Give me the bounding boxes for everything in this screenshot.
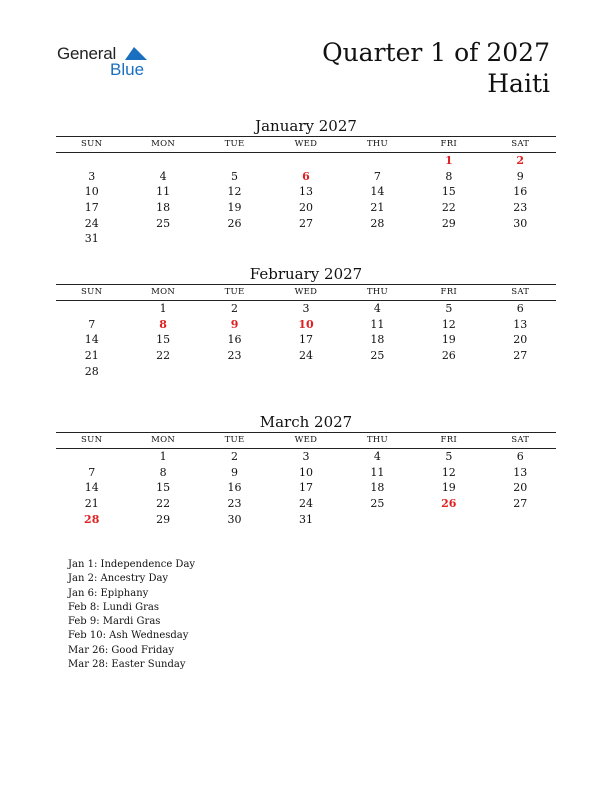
holiday-item: Jan 2: Ancestry Day xyxy=(68,573,169,585)
week-row xyxy=(56,317,556,333)
holiday-list xyxy=(68,558,195,672)
day-cell: 23 xyxy=(227,349,242,363)
week-row xyxy=(56,332,556,348)
holiday-item: Feb 10: Ash Wednesday xyxy=(68,630,189,642)
weekday-label: TUE xyxy=(224,139,245,149)
month-calendar-march xyxy=(56,412,556,527)
weekday-label: SAT xyxy=(511,435,530,445)
day-cell: 28 xyxy=(370,216,385,230)
holiday-item: Feb 9: Mardi Gras xyxy=(68,616,161,628)
day-cell xyxy=(127,231,198,247)
day-cell: 29 xyxy=(156,512,171,526)
day-cell: 4 xyxy=(373,302,381,315)
day-cell-holiday: 6 xyxy=(302,169,310,183)
day-cell: 27 xyxy=(298,216,313,230)
day-cell: 29 xyxy=(441,216,456,230)
day-cell: 24 xyxy=(298,497,313,511)
weekday-label: THU xyxy=(366,435,388,445)
day-cell: 24 xyxy=(84,216,99,230)
day-cell xyxy=(199,364,270,380)
day-cell: 20 xyxy=(298,201,313,215)
week-row xyxy=(56,465,556,481)
week-rows xyxy=(56,449,556,527)
day-cell: 9 xyxy=(516,169,524,183)
weekday-label: SUN xyxy=(81,139,103,149)
day-cell xyxy=(127,364,198,380)
month-name: March 2027 xyxy=(259,413,353,431)
day-cell-holiday: 2 xyxy=(516,154,525,167)
day-cell: 18 xyxy=(156,201,171,215)
weekday-header xyxy=(56,432,556,449)
day-cell-holiday: 1 xyxy=(444,154,453,167)
day-cell: 11 xyxy=(370,465,385,479)
weekday-label: MON xyxy=(151,435,176,445)
day-cell: 16 xyxy=(513,185,528,199)
day-cell: 6 xyxy=(516,450,524,463)
weekday-label: FRI xyxy=(440,139,458,149)
day-cell: 15 xyxy=(156,333,171,347)
day-cell: 17 xyxy=(298,333,313,347)
week-row xyxy=(56,184,556,200)
holiday-item: Mar 28: Easter Sunday xyxy=(68,659,186,671)
day-cell: 13 xyxy=(513,465,528,479)
day-cell: 20 xyxy=(513,333,528,347)
day-cell: 12 xyxy=(441,465,456,479)
day-cell: 4 xyxy=(373,450,381,463)
day-cell xyxy=(270,153,341,169)
day-cell: 31 xyxy=(84,232,99,246)
day-cell: 20 xyxy=(513,481,528,495)
day-cell xyxy=(413,364,484,380)
day-cell: 16 xyxy=(227,481,242,495)
holiday-item: Jan 6: Epiphany xyxy=(68,587,149,599)
weekday-label: WED xyxy=(294,435,318,445)
day-cell: 7 xyxy=(88,317,96,331)
day-cell: 2 xyxy=(231,450,239,463)
month-name: January 2027 xyxy=(255,117,357,135)
weekday-label: FRI xyxy=(440,435,458,445)
day-cell: 27 xyxy=(513,349,528,363)
month-calendar-february xyxy=(56,264,556,379)
week-rows xyxy=(56,301,556,379)
day-cell-holiday: 8 xyxy=(159,317,167,331)
day-cell xyxy=(199,231,270,247)
day-cell: 7 xyxy=(373,169,381,183)
day-cell: 15 xyxy=(441,185,456,199)
day-cell: 17 xyxy=(84,201,99,215)
day-cell: 4 xyxy=(159,169,167,183)
weekday-label: TUE xyxy=(224,287,245,297)
day-cell xyxy=(485,364,556,380)
day-cell: 3 xyxy=(302,302,310,315)
weekday-label: THU xyxy=(366,139,388,149)
day-cell: 9 xyxy=(231,465,239,479)
day-cell: 23 xyxy=(513,201,528,215)
day-cell: 24 xyxy=(298,349,313,363)
day-cell: 25 xyxy=(156,216,171,230)
week-row xyxy=(56,169,556,185)
day-cell: 8 xyxy=(445,169,453,183)
day-cell: 18 xyxy=(370,333,385,347)
month-name: February 2027 xyxy=(249,265,363,283)
weekday-label: FRI xyxy=(440,287,458,297)
day-cell: 30 xyxy=(227,512,242,526)
day-cell xyxy=(485,512,556,528)
day-cell: 25 xyxy=(370,349,385,363)
day-cell: 22 xyxy=(441,201,456,215)
day-cell xyxy=(342,364,413,380)
weekday-label: SAT xyxy=(511,287,530,297)
week-row xyxy=(56,480,556,496)
week-row xyxy=(56,231,556,247)
day-cell xyxy=(342,512,413,528)
day-cell xyxy=(342,231,413,247)
day-cell xyxy=(270,231,341,247)
day-cell: 26 xyxy=(227,216,242,230)
day-cell: 5 xyxy=(231,169,239,183)
weekday-label: MON xyxy=(151,287,176,297)
day-cell xyxy=(127,153,198,169)
weekday-label: MON xyxy=(151,139,176,149)
day-cell: 28 xyxy=(84,364,99,378)
day-cell: 19 xyxy=(227,201,242,215)
month-calendar-january xyxy=(56,116,556,247)
logo-text-blue: Blue xyxy=(110,60,145,79)
day-cell: 12 xyxy=(227,185,242,199)
day-cell: 5 xyxy=(445,302,453,315)
holiday-item: Mar 26: Good Friday xyxy=(68,644,174,656)
page-title xyxy=(322,37,550,99)
day-cell: 22 xyxy=(156,497,171,511)
day-cell: 19 xyxy=(441,333,456,347)
week-row xyxy=(56,364,556,380)
week-rows xyxy=(56,153,556,247)
logo-triangle-icon xyxy=(125,47,147,60)
logo xyxy=(57,44,157,84)
day-cell: 12 xyxy=(441,317,456,331)
week-row xyxy=(56,301,556,317)
week-row xyxy=(56,496,556,512)
week-row xyxy=(56,200,556,216)
day-cell: 31 xyxy=(298,512,313,526)
weekday-label: WED xyxy=(294,287,318,297)
day-cell: 14 xyxy=(84,481,99,495)
day-cell: 11 xyxy=(370,317,385,331)
weekday-label: SUN xyxy=(81,287,103,297)
day-cell-holiday: 9 xyxy=(230,317,239,331)
day-cell: 25 xyxy=(370,497,385,511)
day-cell: 2 xyxy=(231,302,239,315)
day-cell: 30 xyxy=(513,216,528,230)
day-cell xyxy=(342,153,413,169)
day-cell: 5 xyxy=(445,450,453,463)
title-country: Haiti xyxy=(487,69,550,98)
day-cell: 1 xyxy=(159,302,167,315)
day-cell xyxy=(56,153,127,169)
day-cell: 10 xyxy=(298,465,313,479)
day-cell: 8 xyxy=(159,465,167,479)
weekday-label: WED xyxy=(294,139,318,149)
day-cell xyxy=(56,301,127,317)
day-cell: 13 xyxy=(513,317,528,331)
holiday-item: Feb 8: Lundi Gras xyxy=(68,601,159,613)
day-cell-holiday: 26 xyxy=(441,497,457,511)
day-cell: 15 xyxy=(156,481,171,495)
holiday-item: Jan 1: Independence Day xyxy=(68,559,196,570)
weekday-header xyxy=(56,284,556,301)
day-cell: 17 xyxy=(298,481,313,495)
day-cell: 27 xyxy=(513,497,528,511)
day-cell: 3 xyxy=(302,450,310,463)
day-cell: 1 xyxy=(159,450,167,463)
week-row xyxy=(56,348,556,364)
day-cell: 7 xyxy=(88,465,96,479)
day-cell: 6 xyxy=(516,302,524,315)
day-cell: 19 xyxy=(441,481,456,495)
week-row xyxy=(56,216,556,232)
day-cell xyxy=(56,449,127,465)
day-cell xyxy=(413,231,484,247)
day-cell: 22 xyxy=(156,349,171,363)
day-cell: 23 xyxy=(227,497,242,511)
day-cell-holiday: 28 xyxy=(84,512,100,526)
day-cell: 10 xyxy=(84,185,99,199)
day-cell: 11 xyxy=(156,185,171,199)
weekday-label: SUN xyxy=(81,435,103,445)
title-quarter: Quarter 1 of 2027 xyxy=(322,38,550,67)
logo-text-general: General xyxy=(57,44,117,63)
day-cell: 21 xyxy=(370,201,385,215)
day-cell: 3 xyxy=(88,169,96,183)
day-cell: 21 xyxy=(84,497,99,511)
week-row xyxy=(56,512,556,528)
weekday-label: THU xyxy=(366,287,388,297)
day-cell xyxy=(413,512,484,528)
day-cell: 14 xyxy=(370,185,385,199)
week-row xyxy=(56,449,556,465)
day-cell: 13 xyxy=(298,185,313,199)
week-row xyxy=(56,153,556,169)
weekday-label: SAT xyxy=(511,139,530,149)
day-cell: 16 xyxy=(227,333,242,347)
day-cell: 18 xyxy=(370,481,385,495)
day-cell xyxy=(199,153,270,169)
day-cell: 14 xyxy=(84,333,99,347)
day-cell xyxy=(485,231,556,247)
day-cell: 21 xyxy=(84,349,99,363)
weekday-header xyxy=(56,136,556,153)
day-cell xyxy=(270,364,341,380)
weekday-label: TUE xyxy=(224,435,245,445)
day-cell: 26 xyxy=(441,349,456,363)
day-cell-holiday: 10 xyxy=(298,317,314,331)
